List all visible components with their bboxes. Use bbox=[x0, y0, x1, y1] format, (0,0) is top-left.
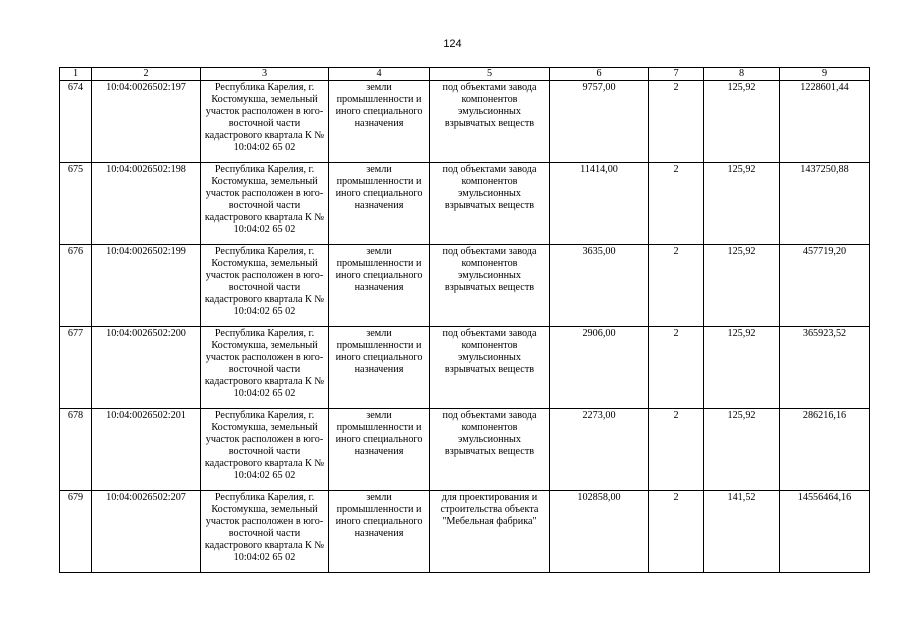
cadastral-value: 1437250,88 bbox=[780, 163, 870, 245]
column-header-3: 3 bbox=[201, 68, 329, 81]
rate: 125,92 bbox=[704, 245, 780, 327]
land-registry-table bbox=[59, 67, 870, 573]
land-category: земли промышленности и иного специального назначения bbox=[329, 491, 430, 573]
land-category: земли промышленности и иного специального назначения bbox=[329, 81, 430, 163]
cadastral-value: 457719,20 bbox=[780, 245, 870, 327]
rate: 141,52 bbox=[704, 491, 780, 573]
column-7-value: 2 bbox=[649, 491, 704, 573]
column-header-6: 6 bbox=[550, 68, 649, 81]
area: 2906,00 bbox=[550, 327, 649, 409]
cadastral-value: 286216,16 bbox=[780, 409, 870, 491]
table-body bbox=[60, 81, 870, 573]
column-header-2: 2 bbox=[92, 68, 201, 81]
permitted-use: под объектами завода компонентов эмульсионных взрывчатых веществ bbox=[430, 163, 550, 245]
column-7-value: 2 bbox=[649, 327, 704, 409]
table-row bbox=[60, 491, 870, 573]
column-header-5: 5 bbox=[430, 68, 550, 81]
row-number: 676 bbox=[60, 245, 92, 327]
cadastral-number: 10:04:0026502:198 bbox=[92, 163, 201, 245]
rate: 125,92 bbox=[704, 327, 780, 409]
cadastral-number: 10:04:0026502:200 bbox=[92, 327, 201, 409]
row-number: 674 bbox=[60, 81, 92, 163]
row-number: 675 bbox=[60, 163, 92, 245]
cadastral-number: 10:04:0026502:207 bbox=[92, 491, 201, 573]
permitted-use: под объектами завода компонентов эмульсионных взрывчатых веществ bbox=[430, 327, 550, 409]
table-row bbox=[60, 81, 870, 163]
permitted-use: для проектирования и строительства объекта "Мебельная фабрика" bbox=[430, 491, 550, 573]
rate: 125,92 bbox=[704, 81, 780, 163]
address: Республика Карелия, г. Костомукша, земельный участок расположен в юго-восточной части кадастрового квартала К № 10:04:02 65 02 bbox=[201, 491, 329, 573]
permitted-use: под объектами завода компонентов эмульсионных взрывчатых веществ bbox=[430, 409, 550, 491]
address: Республика Карелия, г. Костомукша, земельный участок расположен в юго-восточной части кадастрового квартала К № 10:04:02 65 02 bbox=[201, 409, 329, 491]
rate: 125,92 bbox=[704, 163, 780, 245]
cadastral-value: 1228601,44 bbox=[780, 81, 870, 163]
column-7-value: 2 bbox=[649, 245, 704, 327]
column-header-8: 8 bbox=[704, 68, 780, 81]
cadastral-number: 10:04:0026502:197 bbox=[92, 81, 201, 163]
cadastral-number: 10:04:0026502:201 bbox=[92, 409, 201, 491]
address: Республика Карелия, г. Костомукша, земельный участок расположен в юго-восточной части кадастрового квартала К № 10:04:02 65 02 bbox=[201, 327, 329, 409]
column-header-4: 4 bbox=[329, 68, 430, 81]
column-header-1: 1 bbox=[60, 68, 92, 81]
page-number: 124 bbox=[443, 38, 462, 50]
table-row bbox=[60, 245, 870, 327]
address: Республика Карелия, г. Костомукша, земельный участок расположен в юго-восточной части кадастрового квартала К № 10:04:02 65 02 bbox=[201, 163, 329, 245]
row-number: 678 bbox=[60, 409, 92, 491]
permitted-use: под объектами завода компонентов эмульсионных взрывчатых веществ bbox=[430, 81, 550, 163]
land-category: земли промышленности и иного специального назначения bbox=[329, 245, 430, 327]
cadastral-number: 10:04:0026502:199 bbox=[92, 245, 201, 327]
column-7-value: 2 bbox=[649, 81, 704, 163]
land-category: земли промышленности и иного специального назначения bbox=[329, 163, 430, 245]
column-header-9: 9 bbox=[780, 68, 870, 81]
rate: 125,92 bbox=[704, 409, 780, 491]
land-category: земли промышленности и иного специального назначения bbox=[329, 409, 430, 491]
table-row bbox=[60, 409, 870, 491]
address: Республика Карелия, г. Костомукша, земельный участок расположен в юго-восточной части кадастрового квартала К № 10:04:02 65 02 bbox=[201, 81, 329, 163]
area: 9757,00 bbox=[550, 81, 649, 163]
cadastral-value: 365923,52 bbox=[780, 327, 870, 409]
area: 11414,00 bbox=[550, 163, 649, 245]
row-number: 677 bbox=[60, 327, 92, 409]
table-header bbox=[60, 68, 870, 81]
cadastral-value: 14556464,16 bbox=[780, 491, 870, 573]
column-7-value: 2 bbox=[649, 163, 704, 245]
address: Республика Карелия, г. Костомукша, земельный участок расположен в юго-восточной части кадастрового квартала К № 10:04:02 65 02 bbox=[201, 245, 329, 327]
table-row bbox=[60, 163, 870, 245]
area: 3635,00 bbox=[550, 245, 649, 327]
table-row bbox=[60, 327, 870, 409]
column-header-7: 7 bbox=[649, 68, 704, 81]
land-category: земли промышленности и иного специального назначения bbox=[329, 327, 430, 409]
area: 2273,00 bbox=[550, 409, 649, 491]
permitted-use: под объектами завода компонентов эмульсионных взрывчатых веществ bbox=[430, 245, 550, 327]
header-row bbox=[60, 68, 870, 81]
column-7-value: 2 bbox=[649, 409, 704, 491]
row-number: 679 bbox=[60, 491, 92, 573]
area: 102858,00 bbox=[550, 491, 649, 573]
